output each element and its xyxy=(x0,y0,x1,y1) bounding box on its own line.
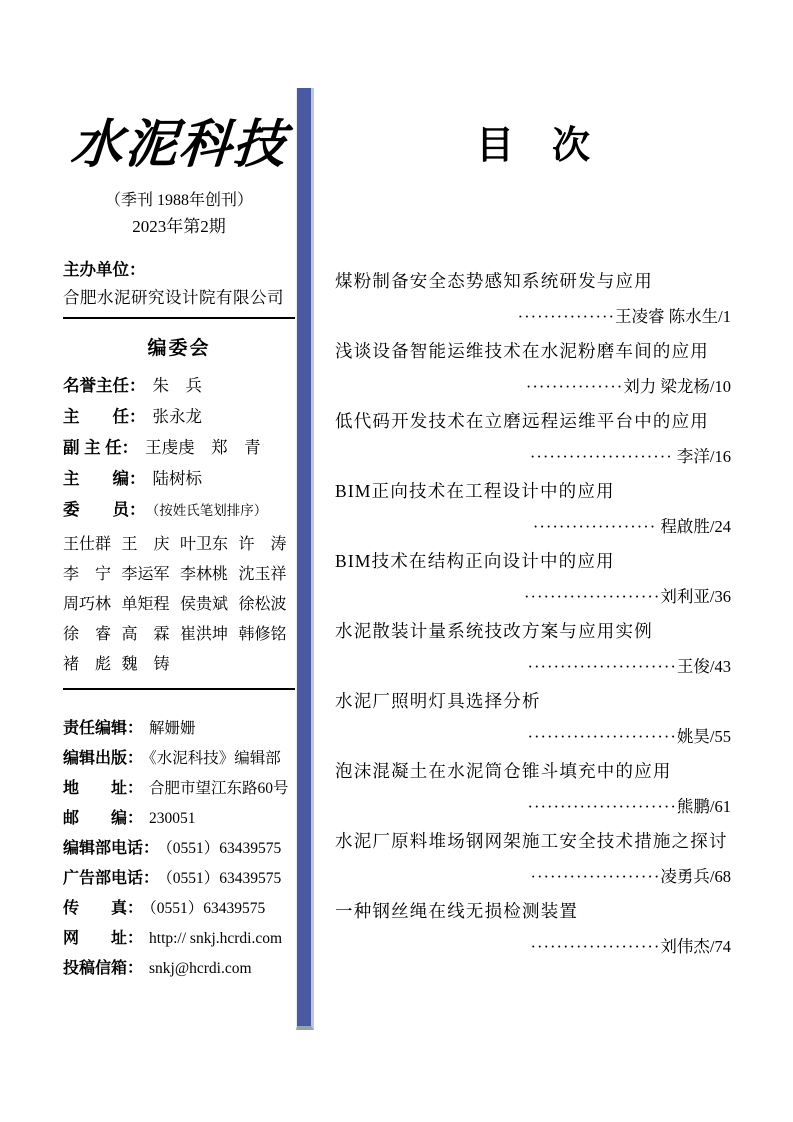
organizer-section xyxy=(63,256,295,312)
role-label: 主 编： xyxy=(63,470,146,488)
article-title: BIM正向技术在工程设计中的应用 xyxy=(335,481,615,501)
pub-value: 合肥市望江东路60号 xyxy=(149,780,289,797)
article-authors-line xyxy=(335,579,731,614)
toc-article xyxy=(335,474,731,544)
editorial-board-roles xyxy=(63,371,295,526)
pub-info-row xyxy=(63,894,295,924)
member-name: 韩修铭 xyxy=(238,626,287,643)
divider xyxy=(63,688,295,690)
article-authors-line xyxy=(335,439,731,474)
member-name: 周巧林 xyxy=(63,596,112,613)
journal-subtitle: （季刊 1988年创刊） xyxy=(104,192,253,209)
article-title: 煤粉制备安全态势感知系统研发与应用 xyxy=(335,271,653,291)
journal-info-column xyxy=(63,108,295,984)
role-label: 主 任： xyxy=(63,408,146,426)
article-authors-page: 刘利亚/36 xyxy=(660,587,731,606)
pub-info-row xyxy=(63,864,295,894)
toc-article-list xyxy=(335,264,731,964)
member-name: 徐松波 xyxy=(238,596,287,613)
article-authors-page: 刘伟杰/74 xyxy=(660,937,731,956)
pub-value: 《水泥科技》编辑部 xyxy=(149,750,281,767)
pub-label: 网 址： xyxy=(63,930,144,947)
board-role xyxy=(63,402,295,433)
role-value: 王虔虔 郑 青 xyxy=(145,438,261,457)
member-name: 王 庆 xyxy=(121,536,170,553)
editorial-board-members xyxy=(63,530,295,680)
member-name: 沈玉祥 xyxy=(238,566,287,583)
member-name: 李 宁 xyxy=(63,566,112,583)
toc-article xyxy=(335,264,731,334)
board-role xyxy=(63,433,295,464)
article-authors-line xyxy=(335,929,731,964)
dot-leader: ··············· xyxy=(525,377,624,396)
divider xyxy=(63,317,295,319)
board-role xyxy=(63,495,295,526)
article-title: 一种钢丝绳在线无损检测装置 xyxy=(335,901,579,921)
dot-leader: ······················· xyxy=(527,657,677,676)
member-name: 王仕群 xyxy=(63,536,112,553)
article-title: 水泥厂照明灯具选择分析 xyxy=(335,691,541,711)
article-authors-line xyxy=(335,649,731,684)
dot-leader: ······················· xyxy=(527,797,677,816)
toc-article xyxy=(335,824,731,894)
member-name: 徐 睿 xyxy=(63,626,112,643)
pub-value: snkj@hcrdi.com xyxy=(149,960,252,977)
article-authors-line xyxy=(335,509,731,544)
toc-article xyxy=(335,684,731,754)
article-authors-line xyxy=(335,369,731,404)
member-name: 崔洪坤 xyxy=(180,626,229,643)
pub-label: 责任编辑： xyxy=(63,720,144,737)
toc-article xyxy=(335,544,731,614)
member-name: 李运军 xyxy=(121,566,170,583)
article-title: 水泥散装计量系统技改方案与应用实例 xyxy=(335,621,653,641)
article-title: 低代码开发技术在立磨远程运维平台中的应用 xyxy=(335,411,709,431)
member-name: 叶卫东 xyxy=(180,536,229,553)
toc-article xyxy=(335,754,731,824)
role-label: 委 员： xyxy=(63,501,146,519)
article-authors-page: 李洋/16 xyxy=(672,447,731,466)
pub-value: http:// snkj.hcrdi.com xyxy=(149,930,283,947)
article-authors-page: 王凌睿 陈水生/1 xyxy=(615,307,731,326)
pub-value: 230051 xyxy=(149,810,196,827)
article-authors-page: 程啟胜/24 xyxy=(656,517,731,536)
dot-leader: ····················· xyxy=(524,587,661,606)
board-role xyxy=(63,371,295,402)
dot-leader: ······················ xyxy=(529,447,673,466)
pub-label: 编辑出版： xyxy=(63,750,144,767)
pub-value: （0551）63439575 xyxy=(165,840,282,857)
toc-column xyxy=(335,118,731,964)
pub-label: 传 真： xyxy=(63,900,144,917)
article-authors-page: 王俊/43 xyxy=(676,657,731,676)
article-authors-line xyxy=(335,789,731,824)
pub-value: （0551）63439575 xyxy=(149,900,266,917)
pub-info-row xyxy=(63,714,295,744)
pub-value: 解姗姗 xyxy=(149,720,196,737)
article-title: 水泥厂原料堆场钢网架施工安全技术措施之探讨 xyxy=(335,831,728,851)
organizer-value: 合肥水泥研究设计院有限公司 xyxy=(63,288,284,307)
toc-heading: 目 次 xyxy=(475,122,590,167)
role-value: 朱 兵 xyxy=(152,376,202,395)
toc-article xyxy=(335,404,731,474)
board-role xyxy=(63,464,295,495)
article-authors-line xyxy=(335,719,731,754)
journal-title: 水泥科技 xyxy=(68,114,290,175)
pub-label: 地 址： xyxy=(63,780,144,797)
article-authors-page: 凌勇兵/68 xyxy=(660,867,731,886)
publication-info-section xyxy=(63,714,295,984)
editorial-board-section xyxy=(63,335,295,680)
pub-info-row xyxy=(63,804,295,834)
role-label: 名誉主任： xyxy=(63,377,146,395)
article-title: 泡沫混凝土在水泥筒仓锥斗填充中的应用 xyxy=(335,761,672,781)
toc-article xyxy=(335,334,731,404)
pub-label: 广告部电话： xyxy=(63,870,160,887)
member-name: 侯贵斌 xyxy=(180,596,229,613)
role-value: （按姓氏笔划排序） xyxy=(152,503,268,518)
pub-label: 邮 编： xyxy=(63,810,144,827)
member-name: 李林桃 xyxy=(180,566,229,583)
member-name: 许 涛 xyxy=(238,536,287,553)
article-authors-line xyxy=(335,299,731,334)
article-title: 浅谈设备智能运维技术在水泥粉磨车间的应用 xyxy=(335,341,709,361)
member-name: 高 霖 xyxy=(121,626,170,643)
dot-leader: ···················· xyxy=(530,867,661,886)
organizer-label: 主办单位： xyxy=(63,261,146,279)
role-label: 副 主 任： xyxy=(63,439,139,457)
editorial-board-heading: 编委会 xyxy=(147,338,211,359)
article-authors-page: 刘力 梁龙杨/10 xyxy=(623,377,731,396)
pub-info-row xyxy=(63,834,295,864)
article-authors-page: 熊鹏/61 xyxy=(676,797,731,816)
pub-info-row xyxy=(63,774,295,804)
member-name: 褚 彪 xyxy=(63,656,112,673)
dot-leader: ······················· xyxy=(527,727,677,746)
article-title: BIM技术在结构正向设计中的应用 xyxy=(335,551,615,571)
pub-info-row xyxy=(63,924,295,954)
pub-label: 编辑部电话： xyxy=(63,840,160,857)
pub-label: 投稿信箱： xyxy=(63,960,144,977)
article-authors-page: 姚昊/55 xyxy=(676,727,731,746)
dot-leader: ···················· xyxy=(530,937,661,956)
journal-issue: 2023年第2期 xyxy=(132,217,226,236)
member-name: 魏 铸 xyxy=(121,656,170,673)
member-name: 单矩程 xyxy=(121,596,170,613)
toc-article xyxy=(335,614,731,684)
pub-info-row xyxy=(63,954,295,984)
toc-article xyxy=(335,894,731,964)
pub-value: （0551）63439575 xyxy=(165,870,282,887)
pub-info-row xyxy=(63,744,295,774)
article-authors-line xyxy=(335,859,731,894)
role-value: 张永龙 xyxy=(152,407,202,426)
dot-leader: ··············· xyxy=(517,307,616,326)
role-value: 陆树标 xyxy=(152,469,202,488)
dot-leader: ··················· xyxy=(532,517,657,536)
vertical-accent-bar xyxy=(296,88,314,1030)
